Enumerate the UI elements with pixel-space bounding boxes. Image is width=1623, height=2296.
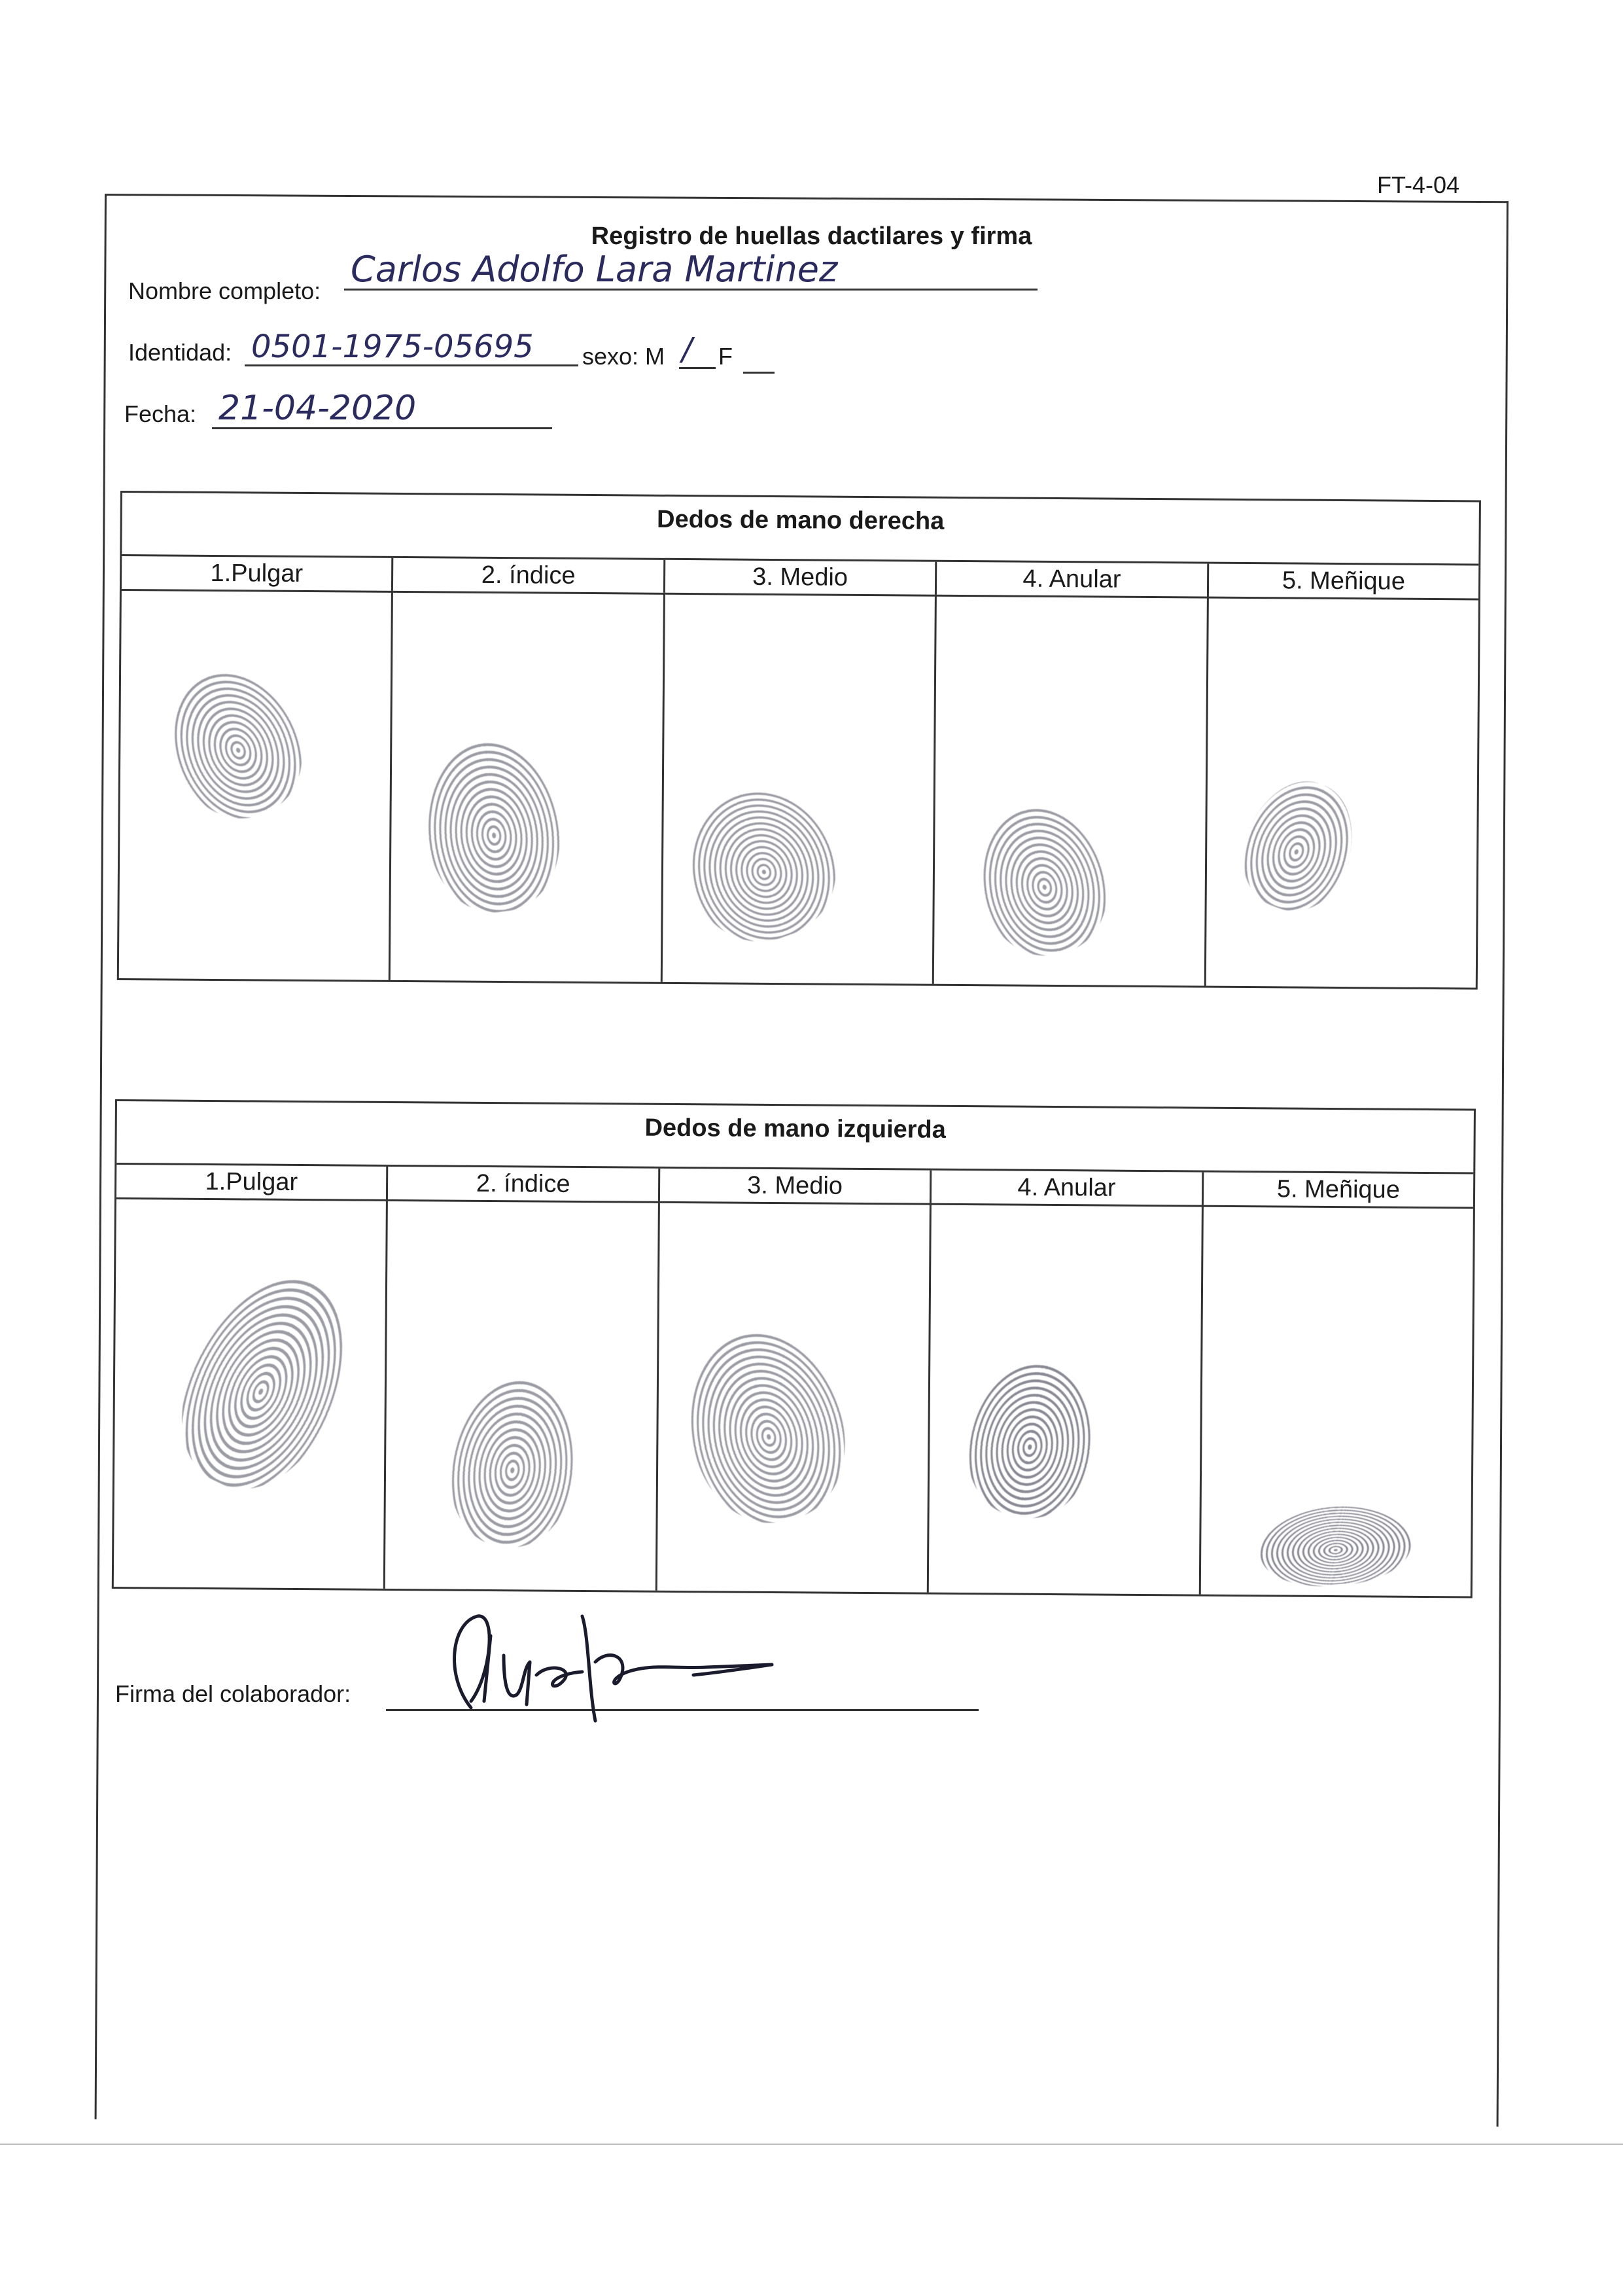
right-finger-cell-4 (934, 595, 1209, 986)
right-finger-cell-1 (119, 589, 394, 980)
fecha-value: 21-04-2020 (212, 390, 552, 429)
left-finger-label-2: 2. índice (388, 1167, 660, 1201)
left-hand-caption: Dedos de mano izquierda (644, 1114, 947, 1144)
right-finger-label-4: 4. Anular (937, 562, 1209, 597)
signature-label: Firma del colaborador: (115, 1680, 351, 1707)
nombre-label: Nombre completo: (128, 277, 321, 304)
left-hand-table (112, 1099, 1476, 1598)
sexo-f-label: F (718, 343, 733, 370)
left-hand-cells (114, 1197, 1473, 1596)
sexo-f-blank (743, 372, 775, 374)
left-finger-cell-4 (929, 1203, 1204, 1595)
left-finger-label-1: 1.Pulgar (116, 1165, 389, 1199)
fingerprint-image (669, 1317, 863, 1539)
form-code: FT-4-04 (1376, 171, 1459, 198)
left-finger-label-3: 3. Medio (660, 1169, 932, 1203)
fecha-label: Fecha: (124, 400, 197, 427)
form-title: Registro de huellas dactilares y firma (591, 222, 1032, 250)
right-finger-label-1: 1.Pulgar (122, 556, 394, 591)
right-finger-label-3: 3. Medio (665, 560, 937, 595)
right-hand-cells (119, 589, 1478, 987)
fingerprint-image (1257, 1501, 1413, 1591)
left-finger-cell-2 (385, 1199, 660, 1591)
right-hand-table (117, 491, 1481, 990)
sexo-label: sexo: M (582, 343, 665, 370)
identidad-value: 0501-1975-05695 (245, 330, 578, 366)
right-finger-label-2: 2. índice (393, 558, 665, 593)
fingerprint-image (1227, 766, 1370, 925)
right-finger-cell-2 (391, 591, 665, 982)
fingerprint-image (153, 1250, 379, 1513)
left-finger-label-5: 5. Meñique (1276, 1175, 1401, 1204)
fingerprint-image (669, 770, 854, 960)
fingerprint-image (147, 649, 323, 838)
right-finger-cell-5 (1206, 597, 1478, 988)
left-finger-cell-3 (657, 1201, 932, 1593)
right-hand-caption: Dedos de mano derecha (656, 505, 945, 535)
fingerprint-image (964, 792, 1122, 968)
right-finger-cell-3 (663, 593, 937, 984)
left-finger-label-4: 4. Anular (932, 1171, 1204, 1205)
page-bottom-edge (0, 2144, 1623, 2145)
left-finger-cell-1 (114, 1197, 389, 1589)
left-finger-cell-5 (1200, 1205, 1473, 1597)
sexo-m-mark: / (679, 332, 716, 369)
fingerprint-image (956, 1351, 1107, 1528)
nombre-value: Carlos Adolfo Lara Martinez (344, 250, 1038, 291)
identidad-label: Identidad: (128, 339, 232, 366)
fingerprint-image (440, 1369, 588, 1555)
right-finger-label-5: 5. Meñique (1282, 567, 1406, 595)
fingerprint-image (417, 734, 570, 920)
signature-drawing (432, 1597, 798, 1727)
